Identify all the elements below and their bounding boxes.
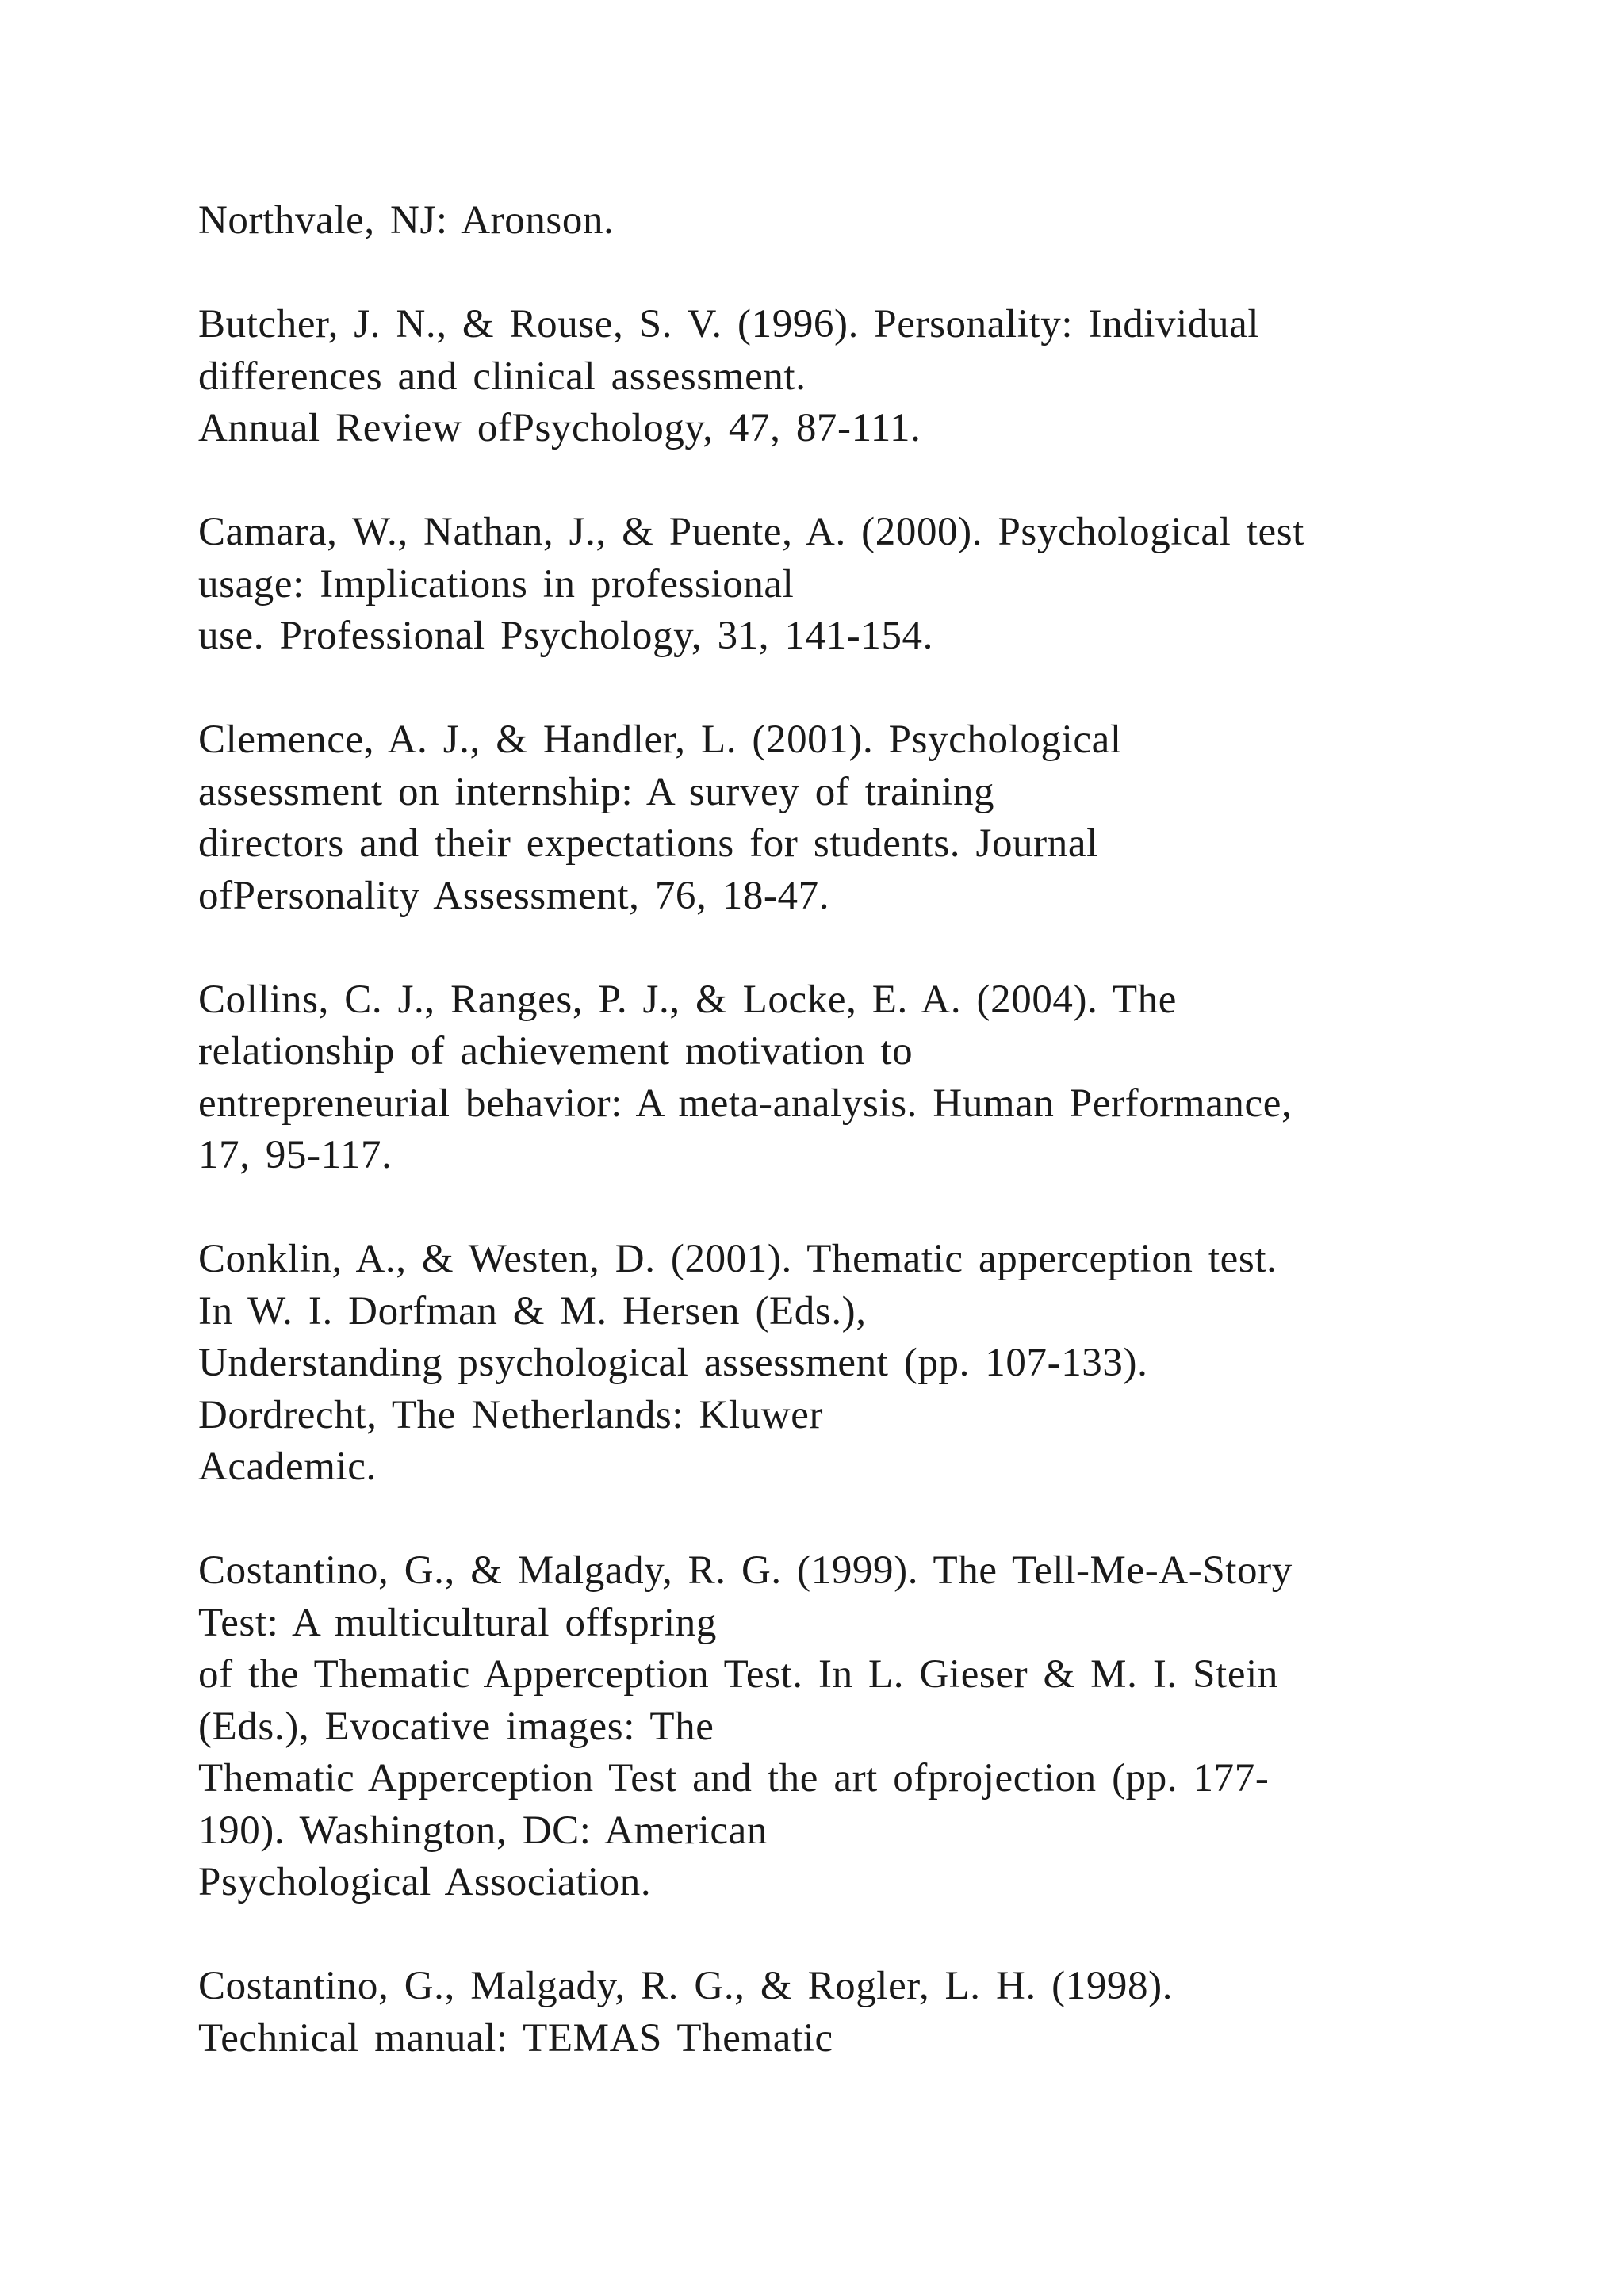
reference-line: Academic. [198, 1445, 377, 1489]
reference-line: Collins, C. J., Ranges, P. J., & Locke, E. A. (2004). The [198, 977, 1177, 1022]
reference-line: 17, 95-117. [198, 1133, 393, 1177]
reference-line: Conklin, A., & Westen, D. (2001). Thematic apperception test. [198, 1237, 1277, 1281]
reference-line: usage: Implications in professional [198, 561, 795, 607]
reference-entry [198, 1961, 1546, 2064]
reference-entry [198, 1545, 1546, 1909]
reference-line: Annual Review ofPsychology, 47, 87-111. [198, 406, 921, 450]
reference-line: Butcher, J. N., & Rouse, S. V. (1996). Personality: Individual [198, 302, 1260, 346]
reference-line: Costantino, G., Malgady, R. G., & Rogler, L. H. (1998). [198, 1964, 1174, 2008]
reference-line: Technical manual: TEMAS Thematic [198, 2015, 833, 2061]
reference-line: Clemence, A. J., & Handler, L. (2001). Psychological [198, 718, 1122, 762]
reference-line: Understanding psychological assessment (pp. 107-133). [198, 1341, 1148, 1385]
reference-line: differences and clinical assessment. [198, 354, 806, 399]
reference-line: relationship of achievement motivation to [198, 1029, 914, 1073]
reference-entry [198, 1234, 1546, 1494]
reference-entry [198, 195, 1546, 247]
reference-line: assessment on internship: A survey of training [198, 769, 995, 814]
reference-entry [198, 507, 1546, 663]
reference-line: In W. I. Dorfman & M. Hersen (Eds.), [198, 1288, 867, 1334]
reference-line: (Eds.), Evocative images: The [198, 1704, 714, 1749]
reference-line: Thematic Apperception Test and the art ofprojection (pp. 177- [198, 1756, 1270, 1800]
reference-line: directors and their expectations for students. Journal [198, 821, 1098, 866]
reference-line: Costantino, G., & Malgady, R. G. (1999). The Tell-Me-A-Story [198, 1548, 1293, 1593]
reference-entry [198, 974, 1546, 1182]
reference-line: ofPersonality Assessment, 76, 18-47. [198, 873, 830, 918]
reference-line: Dordrecht, The Netherlands: Kluwer [198, 1392, 824, 1437]
reference-line: use. Professional Psychology, 31, 141-154. [198, 614, 934, 658]
reference-line: entrepreneurial behavior: A meta-analysis. Human Performance, [198, 1081, 1293, 1126]
reference-line: Camara, W., Nathan, J., & Puente, A. (2000). Psychological test [198, 510, 1304, 554]
reference-line: Test: A multicultural offspring [198, 1600, 717, 1645]
reference-line: Northvale, NJ: Aronson. [198, 198, 615, 243]
reference-line: 190). Washington, DC: American [198, 1808, 768, 1853]
reference-line: of the Thematic Apperception Test. In L. Gieser & M. I. Stein [198, 1652, 1278, 1697]
reference-entry [198, 299, 1546, 455]
reference-line: Psychological Association. [198, 1860, 652, 1904]
reference-list [198, 195, 1546, 2117]
reference-entry [198, 714, 1546, 922]
